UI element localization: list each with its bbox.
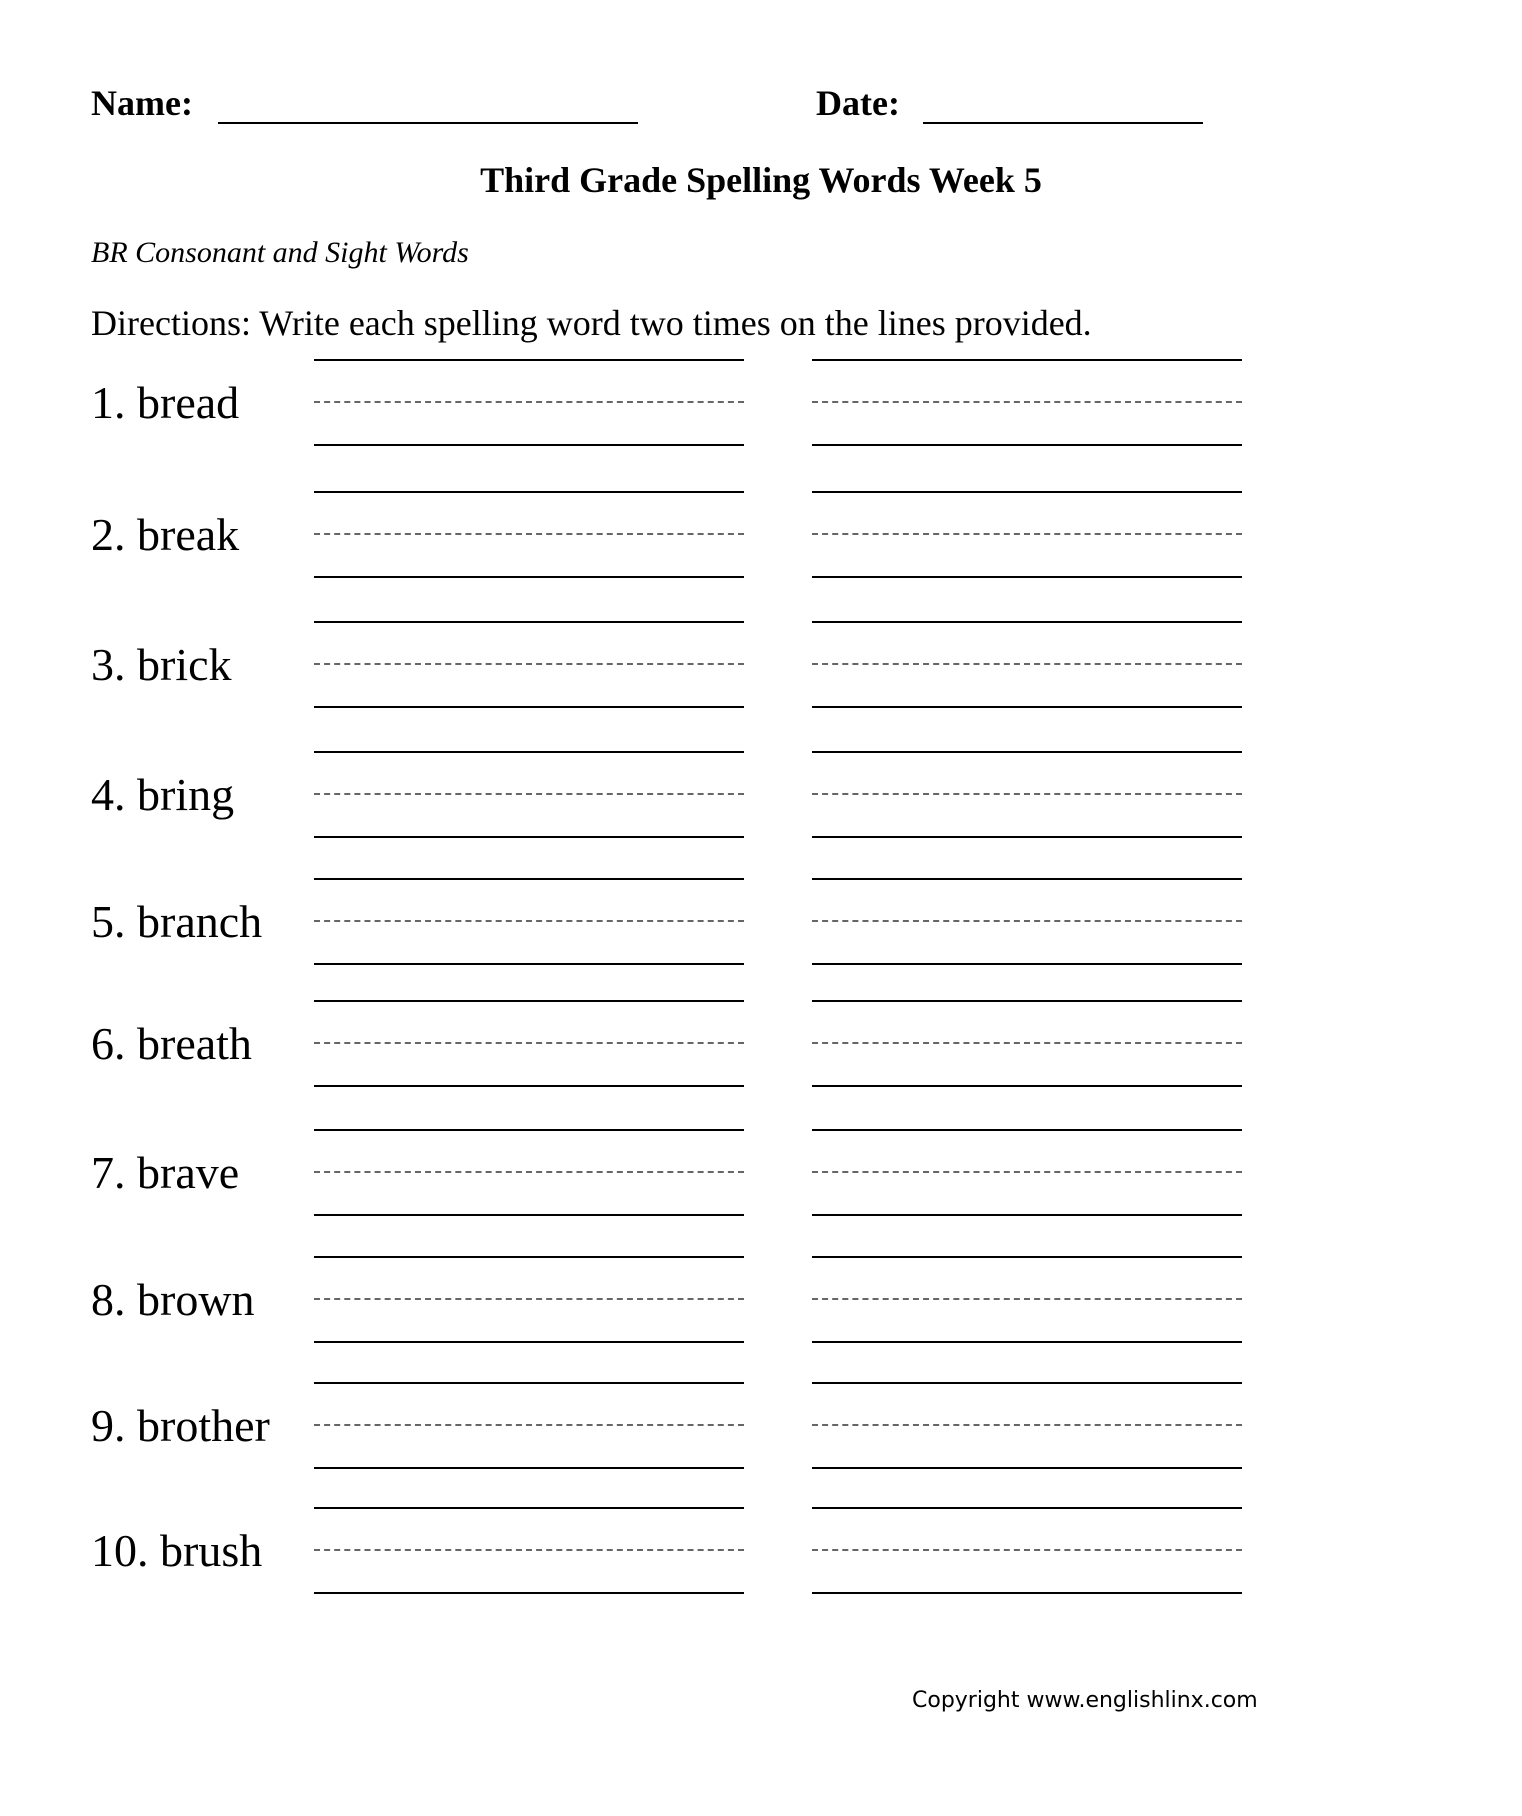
spelling-word: 10. brush (91, 1525, 263, 1576)
spelling-word: 5. branch (91, 896, 263, 947)
date-label: Date: (816, 83, 900, 123)
spelling-word: 1. bread (91, 377, 240, 428)
writing-line-first[interactable] (314, 621, 744, 711)
writing-line-second[interactable] (812, 1382, 1242, 1472)
writing-line-first[interactable] (314, 878, 744, 968)
spelling-word: 2. break (91, 509, 240, 560)
spelling-word: 6. breath (91, 1018, 252, 1069)
spelling-word: 9. brother (91, 1400, 270, 1451)
writing-line-first[interactable] (314, 1256, 744, 1346)
name-label: Name: (91, 83, 193, 123)
spelling-word: 7. brave (91, 1147, 240, 1198)
writing-line-second[interactable] (812, 751, 1242, 841)
spelling-word: 3. brick (91, 639, 232, 690)
writing-line-second[interactable] (812, 1129, 1242, 1219)
writing-line-second[interactable] (812, 1000, 1242, 1090)
writing-line-second[interactable] (812, 491, 1242, 581)
writing-line-first[interactable] (314, 1507, 744, 1597)
writing-line-second[interactable] (812, 1507, 1242, 1597)
writing-line-second[interactable] (812, 359, 1242, 449)
writing-line-first[interactable] (314, 751, 744, 841)
directions-text: Directions: Write each spelling word two times on the lines provided. (91, 303, 1092, 343)
spelling-word: 8. brown (91, 1274, 255, 1325)
writing-line-second[interactable] (812, 621, 1242, 711)
writing-line-first[interactable] (314, 1000, 744, 1090)
writing-line-second[interactable] (812, 1256, 1242, 1346)
writing-line-first[interactable] (314, 359, 744, 449)
writing-line-first[interactable] (314, 1129, 744, 1219)
writing-line-first[interactable] (314, 1382, 744, 1472)
spelling-word: 4. bring (91, 769, 235, 820)
copyright-notice: Copyright www.englishlinx.com (912, 1688, 1258, 1713)
worksheet-subtitle: BR Consonant and Sight Words (91, 236, 469, 269)
worksheet-title: Third Grade Spelling Words Week 5 (480, 160, 1042, 200)
writing-line-first[interactable] (314, 491, 744, 581)
writing-line-second[interactable] (812, 878, 1242, 968)
